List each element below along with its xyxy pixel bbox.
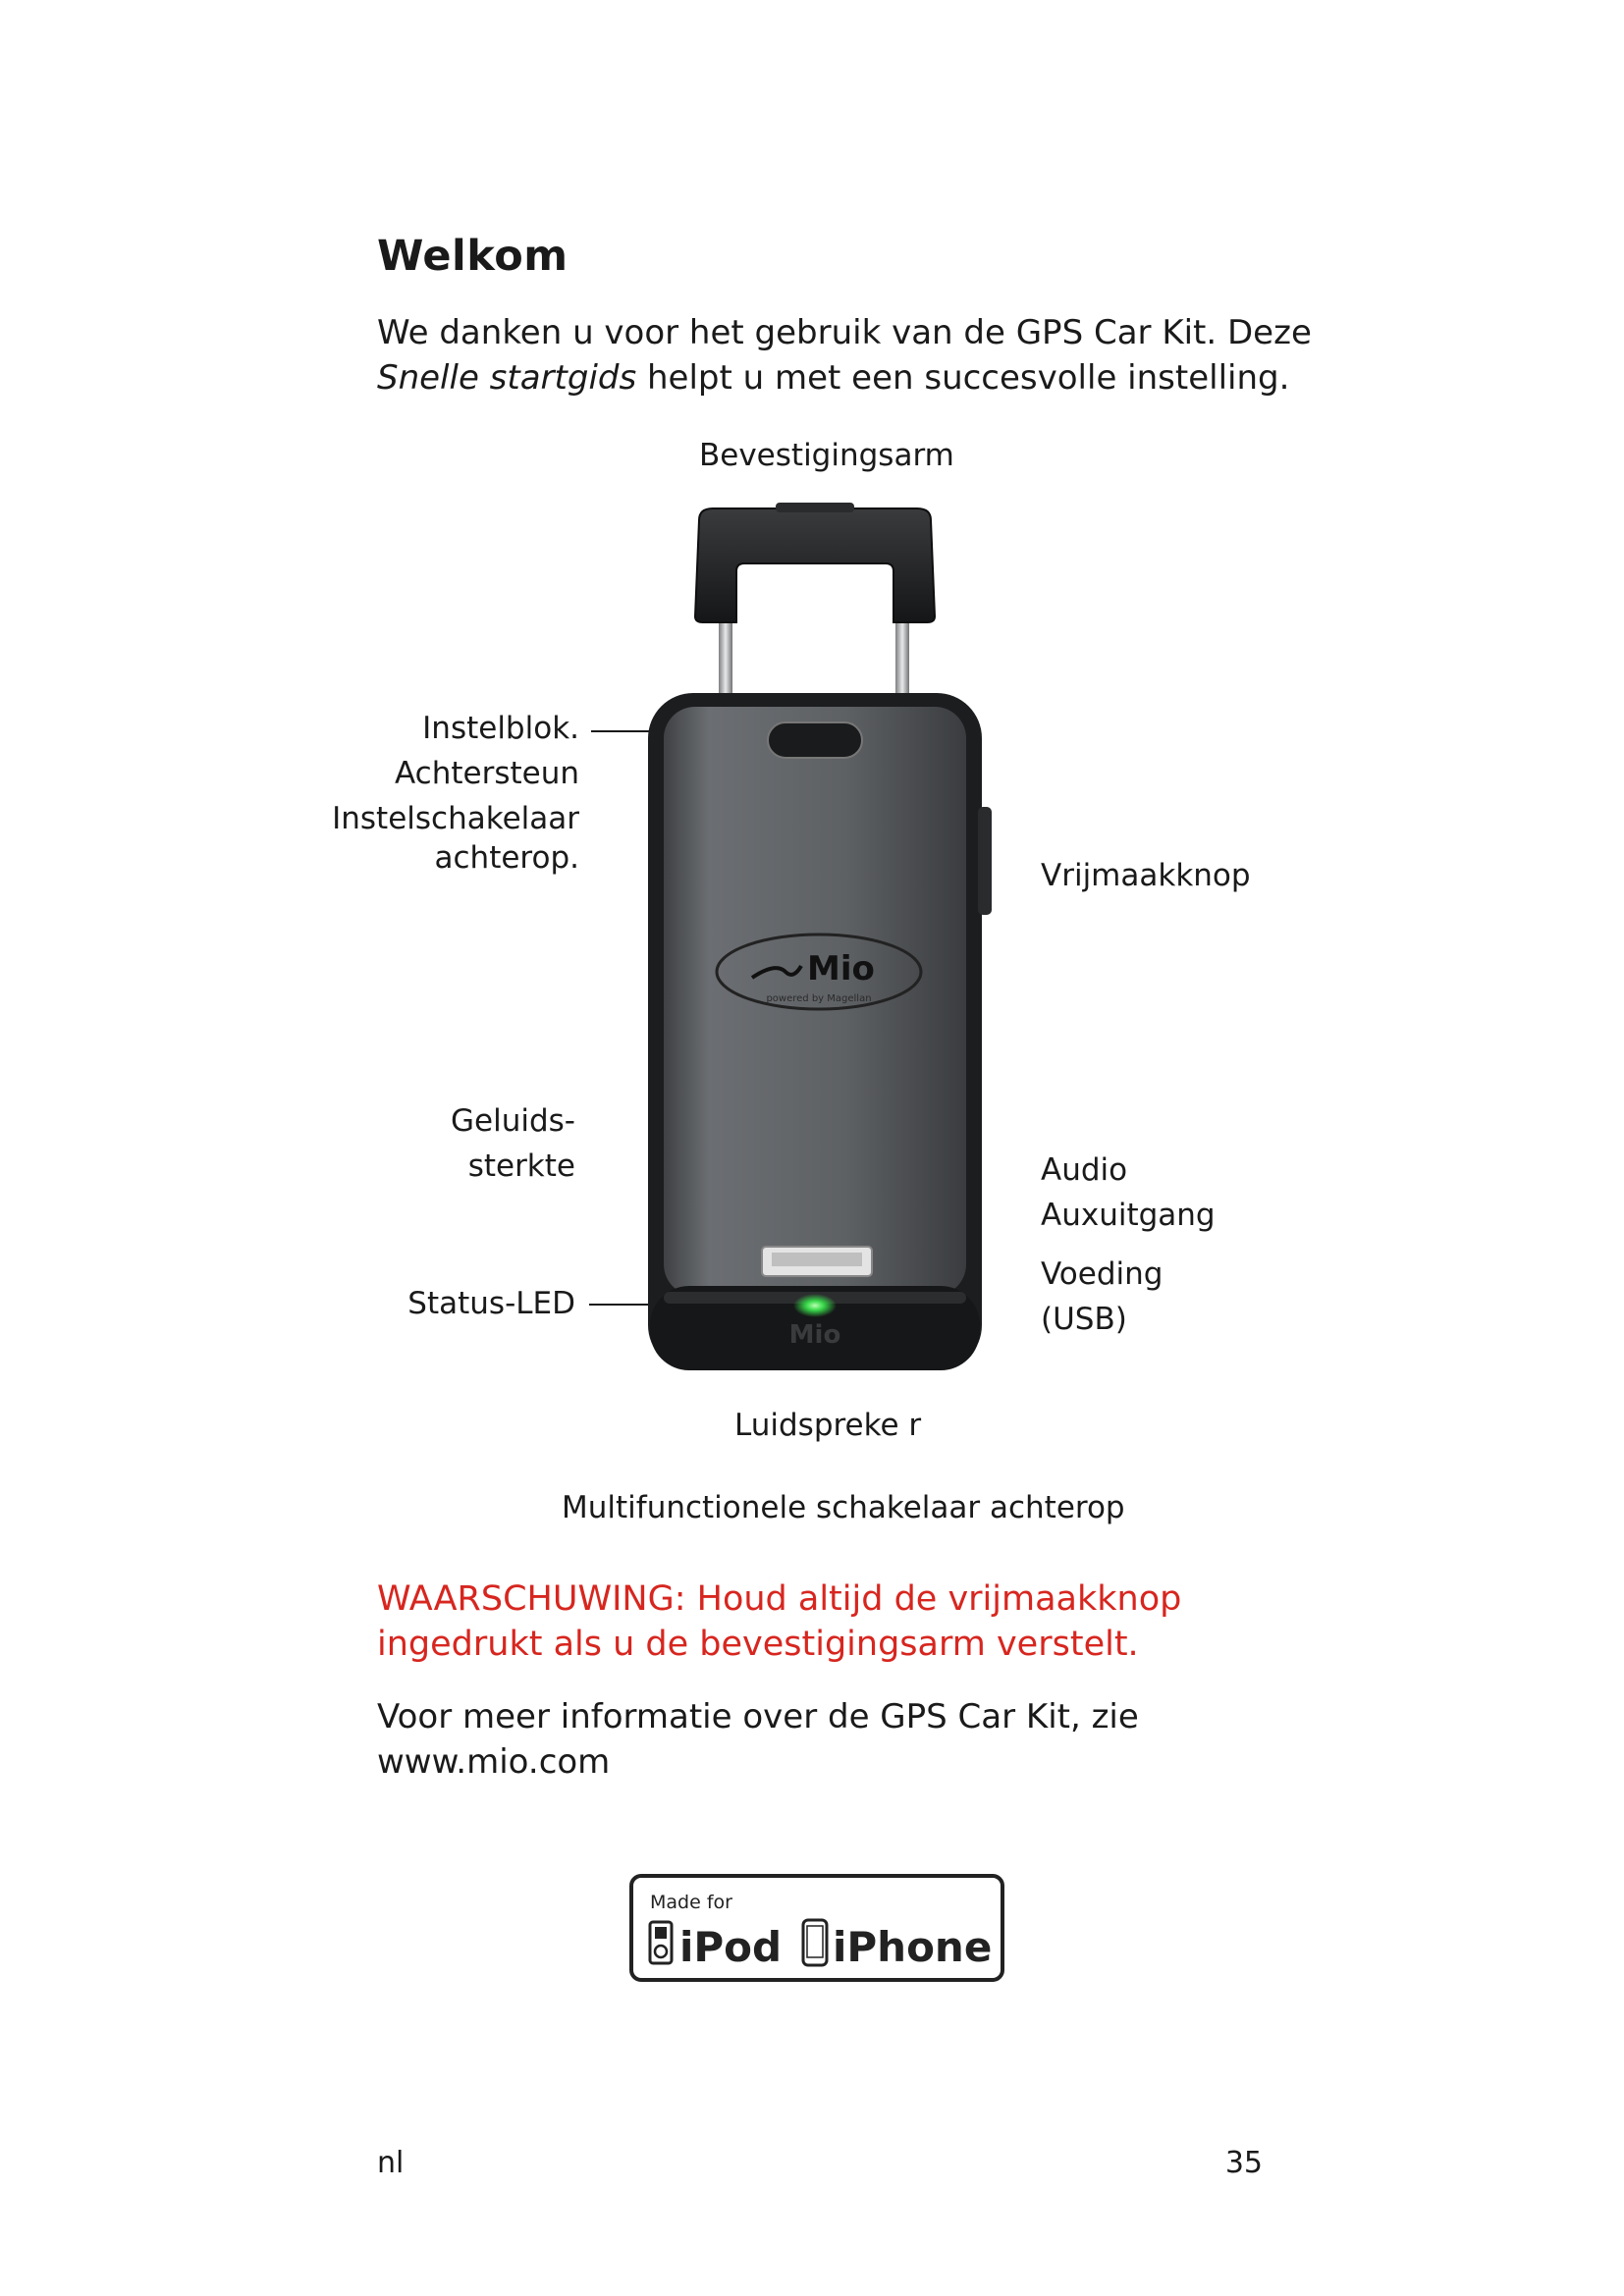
page-title: Welkom bbox=[377, 232, 568, 281]
warning-text: Houd altijd de vrijmaakknop ingedrukt als u de bevestigingsarm verstelt. bbox=[377, 1579, 1182, 1664]
intro-italic: Snelle startgids bbox=[377, 358, 637, 398]
intro-paragraph bbox=[377, 310, 1320, 400]
label-audio-1: Audio bbox=[1041, 1152, 1128, 1188]
label-geluidssterkte-1: Geluids- bbox=[451, 1103, 575, 1139]
footer-page-number: 35 bbox=[1224, 2146, 1263, 2180]
footer-language: nl bbox=[377, 2146, 405, 2180]
dock-connector-pins bbox=[772, 1253, 862, 1266]
label-audio-2: Auxuitgang bbox=[1041, 1198, 1216, 1233]
badge-ipod-text: iPod bbox=[679, 1923, 783, 1971]
car-kit-illustration bbox=[628, 501, 1001, 1384]
mio-logo-text: Mio bbox=[807, 949, 875, 988]
ipod-icon-screen bbox=[655, 1927, 667, 1939]
label-bevestigingsarm: Bevestigingsarm bbox=[699, 438, 954, 473]
label-vrijmaakknop: Vrijmaakknop bbox=[1041, 858, 1251, 893]
label-instelblok-2: Achtersteun bbox=[395, 756, 579, 791]
badge-iphone-text: iPhone bbox=[833, 1923, 993, 1971]
base-logo-text: Mio bbox=[788, 1320, 841, 1350]
label-instelblok-3: Instelschakelaar bbox=[332, 801, 579, 836]
warning-label: WAARSCHUWING: bbox=[377, 1579, 686, 1619]
release-button-shape bbox=[978, 807, 992, 915]
label-instelblok-1: Instelblok. bbox=[422, 711, 579, 746]
status-led-glow bbox=[793, 1294, 837, 1317]
mounting-arm-bracket bbox=[695, 508, 935, 622]
intro-text-1: We danken u voor het gebruik van de GPS Car Kit. Deze bbox=[377, 313, 1312, 352]
label-luidspreker: Luidspreke r bbox=[734, 1408, 922, 1443]
made-for-ipod-iphone-badge bbox=[628, 1873, 1005, 1983]
intro-text-2: helpt u met een succesvolle instelling. bbox=[636, 358, 1290, 398]
label-instelblok-4: achterop. bbox=[434, 840, 579, 876]
adjustment-block bbox=[768, 722, 862, 758]
badge-made-for: Made for bbox=[650, 1892, 732, 1913]
label-voeding-2: (USB) bbox=[1041, 1302, 1127, 1337]
label-geluidssterkte-2: sterkte bbox=[467, 1148, 575, 1184]
more-info-paragraph: Voor meer informatie over de GPS Car Kit, zie www.mio.com bbox=[377, 1697, 1139, 1782]
label-multifunctionele-schakelaar: Multifunctionele schakelaar achterop bbox=[562, 1490, 1125, 1525]
mio-logo-subtext: powered by Magellan bbox=[766, 993, 872, 1004]
arm-top-ridge bbox=[776, 503, 854, 512]
warning-paragraph bbox=[377, 1576, 1320, 1667]
label-status-led: Status-LED bbox=[407, 1286, 575, 1321]
label-voeding-1: Voeding bbox=[1041, 1256, 1164, 1292]
